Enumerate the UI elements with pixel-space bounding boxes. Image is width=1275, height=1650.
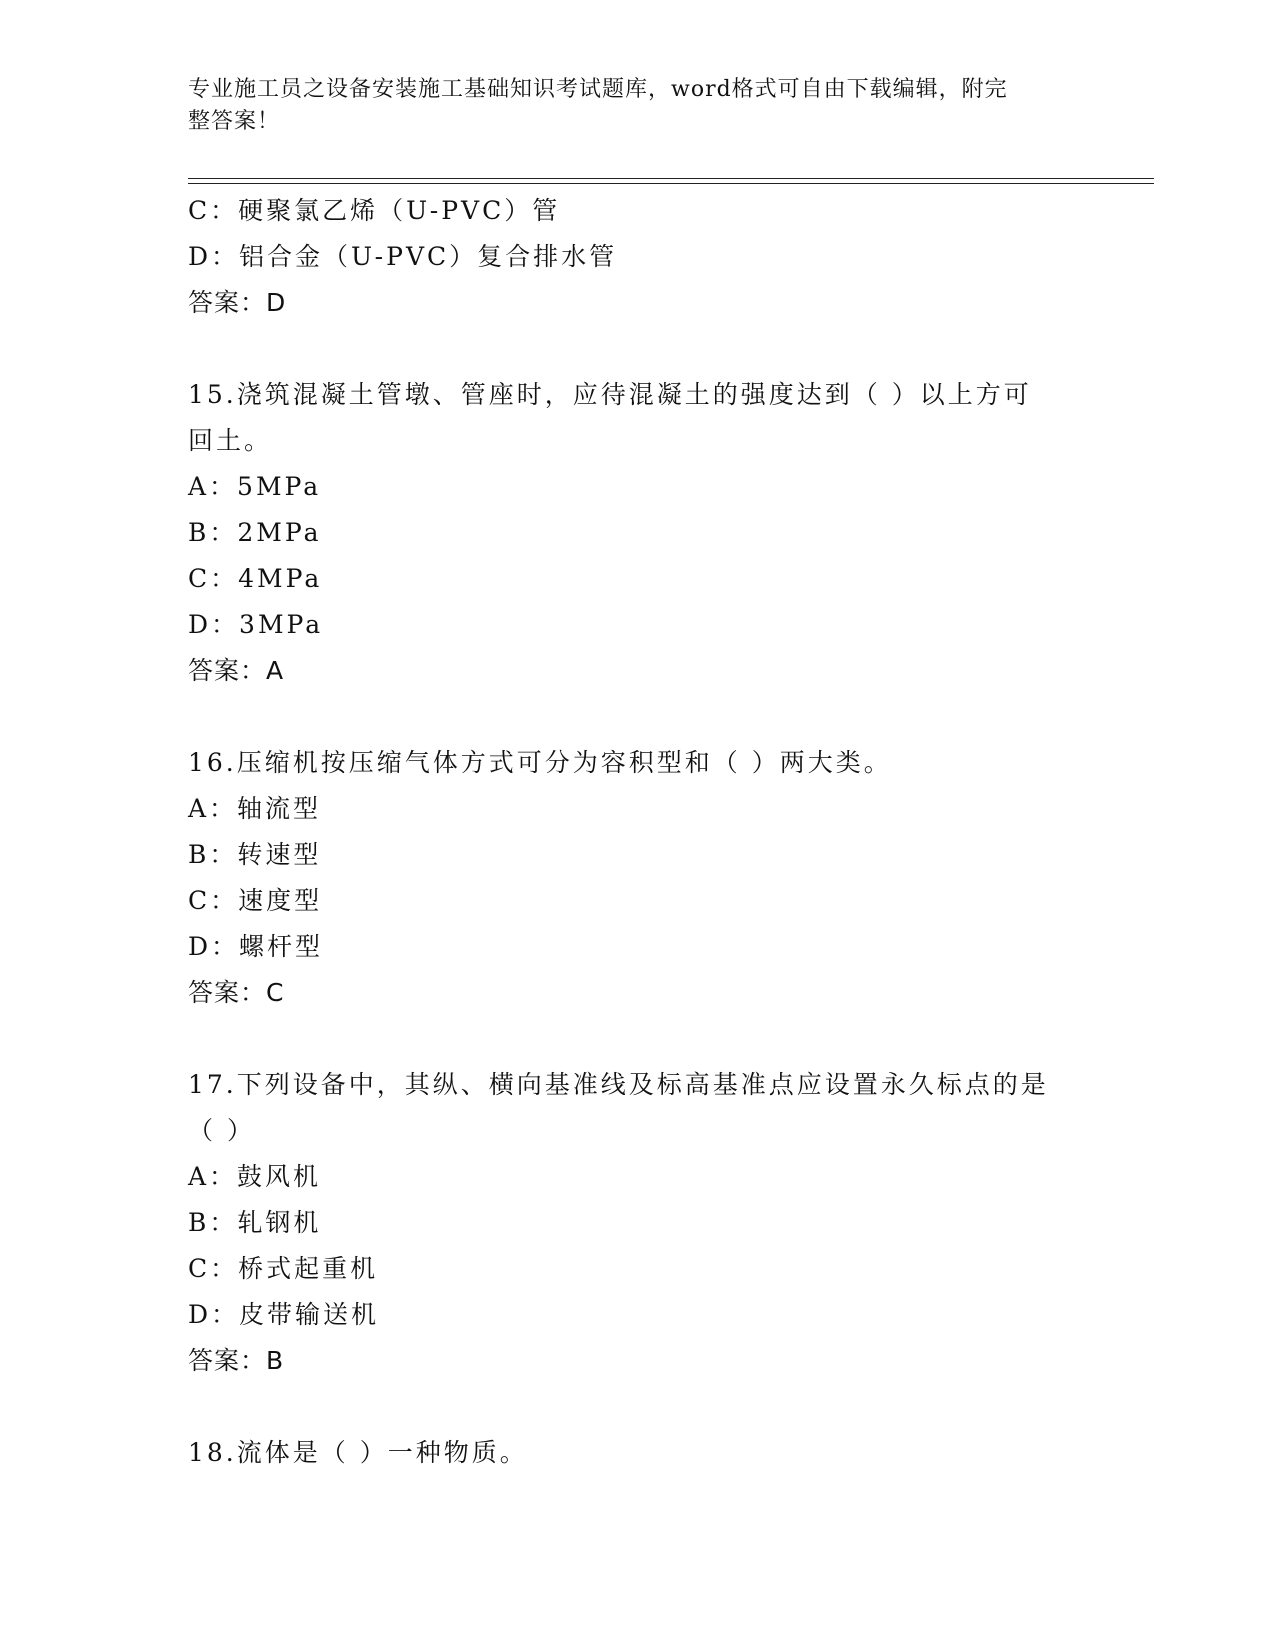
q15-option-b: B：2MPa [188,518,322,547]
spacer [188,326,1088,372]
q17-option-d: D：皮带输送机 [188,1300,380,1329]
q14-answer: 答案：D [188,288,287,317]
spacer [188,1384,1088,1430]
header-divider-top [188,178,1154,179]
q16-option-c: C：速度型 [188,886,323,915]
q15-stem-line-2: 回土。 [188,426,273,455]
question-list [188,188,1088,1476]
q16-option-d: D：螺杆型 [188,932,324,961]
q17-stem-line-1: 17.下列设备中，其纵、横向基准线及标高基准点应设置永久标点的是 [188,1070,1049,1099]
header-line-1: 专业施工员之设备安装施工基础知识考试题库，word格式可自由下载编辑，附完 [188,77,1008,102]
q16-option-b: B：转速型 [188,840,322,869]
q17-stem-line-2: （ ） [188,1116,255,1145]
q15-option-d: D：3MPa [188,610,324,639]
q17-option-b: B：轧钢机 [188,1208,322,1237]
spacer [188,694,1088,740]
q18-stem-line-1: 18.流体是（ ）一种物质。 [188,1438,528,1467]
q16-answer: 答案：C [188,978,285,1007]
q17-option-a: A：鼓风机 [188,1162,322,1191]
q17-answer: 答案：B [188,1346,285,1375]
q16-option-a: A：轴流型 [188,794,322,823]
q17-option-c: C：桥式起重机 [188,1254,379,1283]
header-line-2: 整答案！ [188,109,281,134]
q15-option-a: A：5MPa [188,472,322,501]
q15-stem-line-1: 15.浇筑混凝土管墩、管座时，应待混凝土的强度达到（ ）以上方可 [188,380,1032,409]
q15-option-c: C：4MPa [188,564,323,593]
q15-answer: 答案：A [188,656,285,685]
document-header [188,74,1088,138]
header-divider-bottom [188,183,1154,184]
q16-stem-line-1: 16.压缩机按压缩气体方式可分为容积型和（ ）两大类。 [188,748,892,777]
q14-option-c: C：硬聚氯乙烯（U-PVC）管 [188,196,561,225]
q14-option-d: D：铝合金（U-PVC）复合排水管 [188,242,618,271]
spacer [188,1016,1088,1062]
